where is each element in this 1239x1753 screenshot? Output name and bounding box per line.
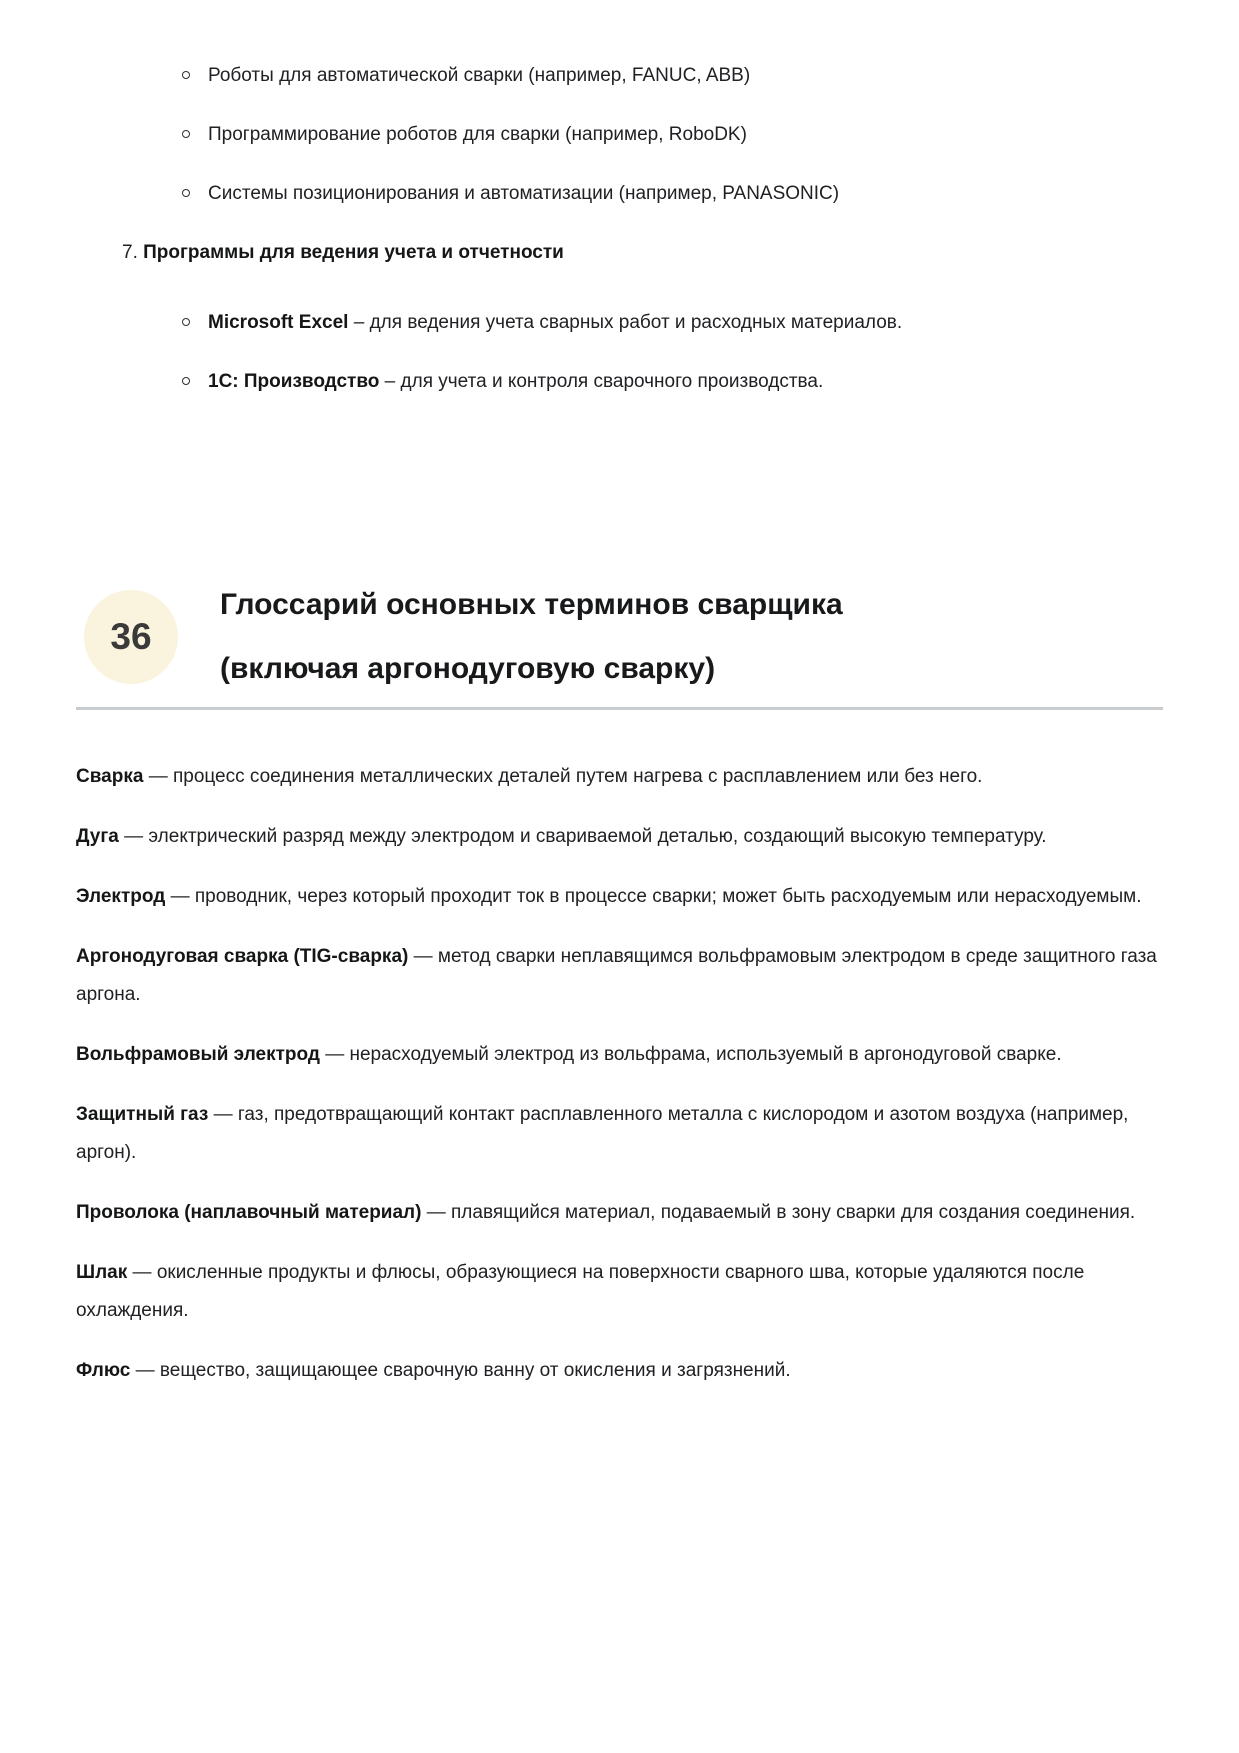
- dash: —: [132, 1262, 152, 1283]
- glossary-definition: окисленные продукты и флюсы, образующиеся на поверхности сварного шва, которые удаляются после охлаждения.: [76, 1262, 1085, 1321]
- list-item: [182, 64, 1163, 87]
- glossary-term: Аргонодуговая сварка (TIG-сварка): [76, 946, 409, 967]
- glossary-definition: плавящийся материал, подаваемый в зону сварки для создания соединения.: [451, 1202, 1136, 1223]
- dash: —: [124, 826, 144, 847]
- dash: —: [426, 1202, 446, 1223]
- glossary-entry: [76, 1254, 1163, 1330]
- dash: —: [325, 1044, 345, 1065]
- dash: —: [413, 946, 433, 967]
- glossary-entry: [76, 818, 1163, 856]
- glossary-entry: [76, 1352, 1163, 1390]
- glossary-definition: газ, предотвращающий контакт расплавленного металла с кислородом и азотом воздуха (например, аргон).: [76, 1104, 1129, 1163]
- glossary-term: Проволока (наплавочный материал): [76, 1202, 422, 1223]
- list-item-text: Программирование роботов для сварки (например, RoboDK): [208, 124, 747, 145]
- circle-bullet-icon: [182, 189, 190, 197]
- glossary-definition: вещество, защищающее сварочную ванну от окисления и загрязнений.: [159, 1360, 791, 1381]
- glossary-term: Дуга: [76, 826, 119, 847]
- glossary-definition: электрический разряд между электродом и свариваемой деталью, создающий высокую температуру.: [148, 826, 1047, 847]
- program-description: для учета и контроля сварочного производства.: [400, 371, 824, 392]
- circle-bullet-icon: [182, 130, 190, 138]
- list-item-text: [208, 370, 823, 393]
- glossary-term: Вольфрамовый электрод: [76, 1044, 320, 1065]
- section-title: [220, 573, 843, 701]
- dash: –: [384, 371, 396, 392]
- circle-bullet-icon: [182, 318, 190, 326]
- program-description: для ведения учета сварных работ и расходных материалов.: [369, 312, 903, 333]
- welding-tools-list: [76, 64, 1163, 205]
- list-item: [182, 123, 1163, 146]
- list-item: [182, 311, 1163, 334]
- glossary-definition: проводник, через который проходит ток в процессе сварки; может быть расходуемым или нерасходуемым.: [194, 886, 1142, 907]
- section-header: [76, 573, 1163, 701]
- list-item: [182, 182, 1163, 205]
- list-item-text: Роботы для автоматической сварки (например, FANUC, ABB): [208, 65, 751, 86]
- numbered-heading-7: [76, 241, 1163, 265]
- glossary-term: Сварка: [76, 766, 144, 787]
- dash: —: [135, 1360, 155, 1381]
- dash: —: [213, 1104, 233, 1125]
- dash: —: [148, 766, 168, 787]
- circle-bullet-icon: [182, 377, 190, 385]
- section-title-line1: Глоссарий основных терминов сварщика: [220, 588, 843, 621]
- list-item-text: Системы позиционирования и автоматизации (например, PANASONIC): [208, 183, 840, 204]
- item-number: 7.: [122, 242, 138, 263]
- glossary-definition: нерасходуемый электрод из вольфрама, используемый в аргонодуговой сварке.: [349, 1044, 1062, 1065]
- dash: —: [170, 886, 190, 907]
- glossary-term: Электрод: [76, 886, 166, 907]
- dash: –: [353, 312, 365, 333]
- glossary-term: Шлак: [76, 1262, 128, 1283]
- glossary-definition: метод сварки неплавящимся вольфрамовым электродом в среде защитного газа аргона.: [76, 946, 1157, 1005]
- glossary-term: Флюс: [76, 1360, 131, 1381]
- glossary-entry: [76, 1036, 1163, 1074]
- glossary-definition: процесс соединения металлических деталей путем нагрева с расплавлением или без него.: [172, 766, 983, 787]
- section-title-line2: (включая аргонодуговую сварку): [220, 652, 716, 685]
- item-title: Программы для ведения учета и отчетности: [143, 242, 564, 263]
- list-item: [182, 370, 1163, 393]
- program-name: 1С: Производство: [208, 371, 380, 392]
- list-item-text: [208, 311, 902, 334]
- glossary: [76, 758, 1163, 1390]
- glossary-entry: [76, 1096, 1163, 1172]
- program-name: Microsoft Excel: [208, 312, 349, 333]
- glossary-entry: [76, 758, 1163, 796]
- glossary-entry: [76, 1194, 1163, 1232]
- circle-bullet-icon: [182, 71, 190, 79]
- glossary-term: Защитный газ: [76, 1104, 209, 1125]
- section-divider: [76, 707, 1163, 710]
- accounting-programs-list: [76, 311, 1163, 393]
- section-number-badge: 36: [84, 590, 178, 684]
- glossary-entry: [76, 878, 1163, 916]
- glossary-entry: [76, 938, 1163, 1014]
